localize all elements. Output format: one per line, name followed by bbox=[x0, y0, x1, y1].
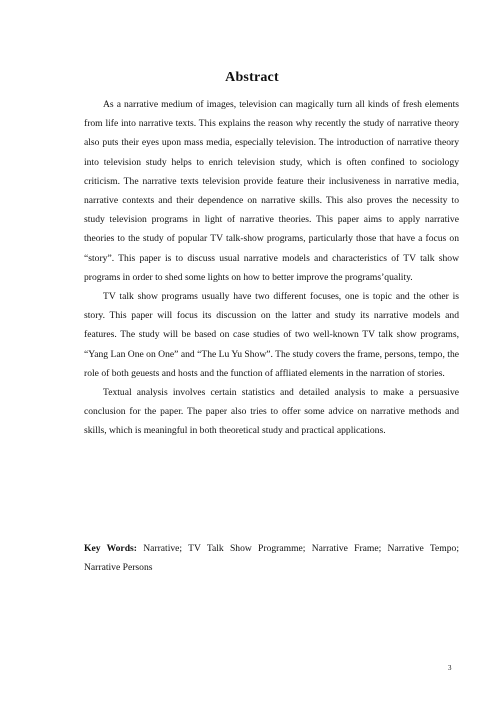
abstract-body bbox=[84, 95, 459, 441]
abstract-paragraph-1: As a narrative medium of images, television can magically turn all kinds of fresh elements from life into narrative texts. This explains the reason why recently the study of narrative theory also puts their eyes upon mass media, especially television. The introduction of narrative theory into television study helps to enrich television study, which is often confined to sociology criticism. The narrative texts television provide feature their inclusiveness in narrative media, narrative contexts and their dependence on narrative skills. This also proves the necessity to study television programs in light of narrative theories. This paper aims to apply narrative theories to the study of popular TV talk-show programs, particularly those that have a focus on “story”. This paper is to discuss usual narrative models and characteristics of TV talk show programs in order to shed some lights on how to better improve the programs’quality. bbox=[84, 99, 459, 283]
abstract-paragraph-3: Textual analysis involves certain statistics and detailed analysis to make a persuasive conclusion for the paper. The paper also tries to offer some advice on narrative methods and skills, which is meaningful in both theoretical study and practical applications. bbox=[84, 387, 459, 437]
abstract-paragraph-2: TV talk show programs usually have two different focuses, one is topic and the other is story. This paper will focus its discussion on the latter and study its narrative models and features. The study will be based on case studies of two well-known TV talk show programs, “Yang Lan One on One” and “The Lu Yu Show”. The study covers the frame, persons, tempo, the role of both geuests and hosts and the function of affliated elements in the narration of stories. bbox=[84, 291, 459, 379]
keywords-label: Key Words: bbox=[84, 543, 137, 554]
keywords-line bbox=[84, 539, 459, 577]
keywords-text: Narrative; TV Talk Show Programme; Narrative Frame; Narrative Tempo; Narrative Persons bbox=[84, 543, 459, 574]
abstract-title: Abstract bbox=[225, 70, 279, 85]
page-number: 3 bbox=[448, 664, 452, 672]
